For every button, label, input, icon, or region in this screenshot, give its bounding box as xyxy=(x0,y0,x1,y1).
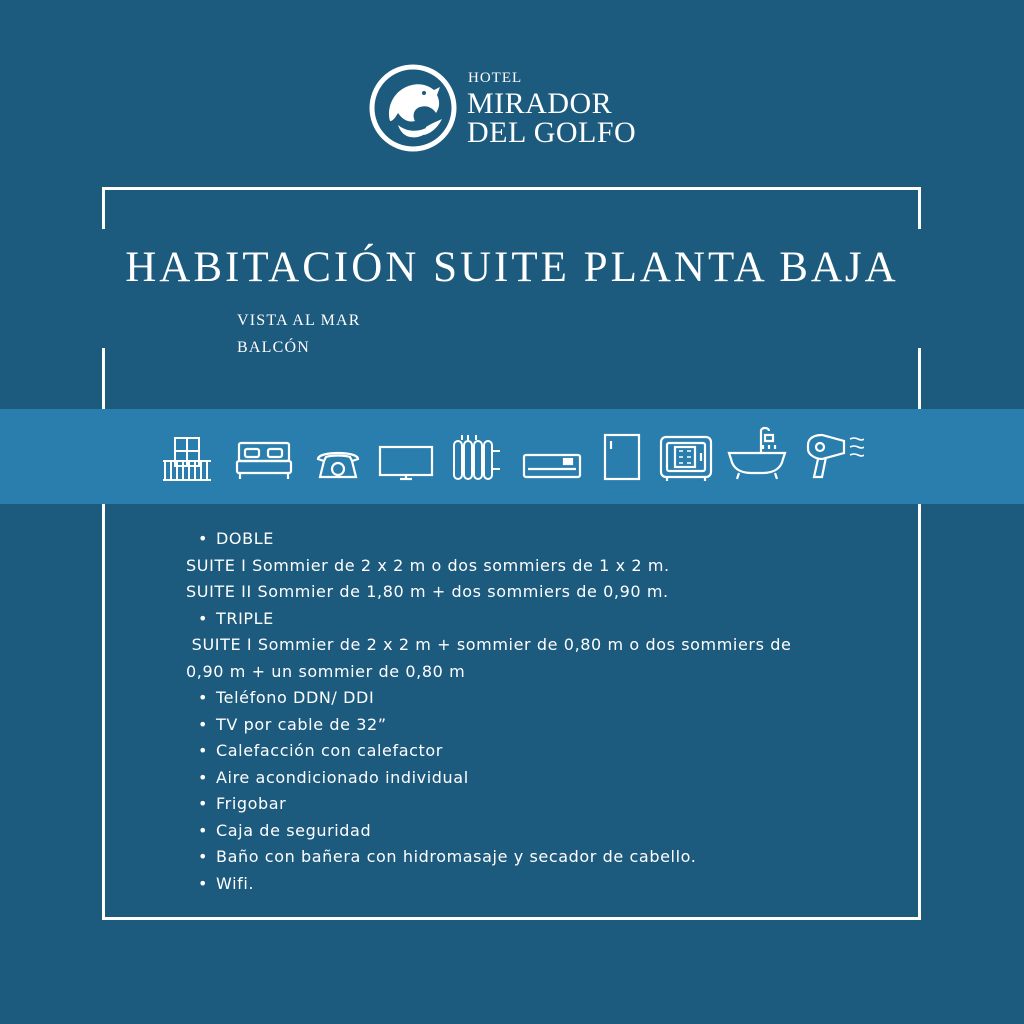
list-item: • TV por cable de 32” xyxy=(186,712,886,739)
hair-dryer-icon xyxy=(804,431,864,483)
room-details xyxy=(186,526,886,897)
frame-bottom-border xyxy=(102,917,921,920)
page-title: HABITACIÓN SUITE PLANTA BAJA xyxy=(125,244,899,291)
list-item: • Frigobar xyxy=(186,791,886,818)
list-item: • Caja de seguridad xyxy=(186,818,886,845)
frame-right-border xyxy=(918,348,921,410)
list-item: 0,90 m + un sommier de 0,80 m xyxy=(186,661,466,681)
frame-left-border xyxy=(102,348,105,410)
air-conditioner-icon xyxy=(522,431,582,483)
frame-right-border xyxy=(918,187,921,229)
tv-icon xyxy=(378,431,434,483)
telephone-icon xyxy=(314,431,362,483)
dolphin-icon xyxy=(368,63,458,153)
logo-name-line2: DEL GOLFO xyxy=(467,116,637,149)
bathtub-icon xyxy=(727,431,787,483)
hotel-logo xyxy=(368,63,668,157)
bed-icon xyxy=(235,431,293,483)
subtitle-sea-view: VISTA AL MAR xyxy=(237,312,361,329)
safe-icon xyxy=(659,431,713,483)
list-item: SUITE II Sommier de 1,80 m + dos sommiers de 0,90 m. xyxy=(186,582,669,601)
list-item: • Baño con bañera con hidromasaje y secador de cabello. xyxy=(186,844,886,871)
amenities-band xyxy=(0,409,1024,504)
minibar-icon xyxy=(603,431,641,483)
list-item: SUITE I Sommier de 2 x 2 m + sommier de 0,80 m o dos sommiers de xyxy=(186,635,792,654)
list-item: • DOBLE xyxy=(186,526,886,553)
heater-icon xyxy=(450,431,504,483)
list-item: • Calefacción con calefactor xyxy=(186,738,886,765)
list-item: SUITE I Sommier de 2 x 2 m o dos sommiers de 1 x 2 m. xyxy=(186,555,670,575)
logo-name-line1: MIRADOR xyxy=(467,87,613,120)
subtitle-balcony: BALCÓN xyxy=(237,339,310,356)
frame-right-border xyxy=(918,502,921,920)
logo-hotel-label: HOTEL xyxy=(468,70,523,86)
list-item: • Wifi. xyxy=(186,871,886,898)
list-item: • Teléfono DDN/ DDI xyxy=(186,685,886,712)
balcony-icon xyxy=(161,431,213,483)
frame-left-border xyxy=(102,187,105,229)
list-item: • TRIPLE xyxy=(186,606,886,633)
list-item: • Aire acondicionado individual xyxy=(186,765,886,792)
frame-left-border xyxy=(102,502,105,920)
frame-top-border xyxy=(102,187,921,190)
